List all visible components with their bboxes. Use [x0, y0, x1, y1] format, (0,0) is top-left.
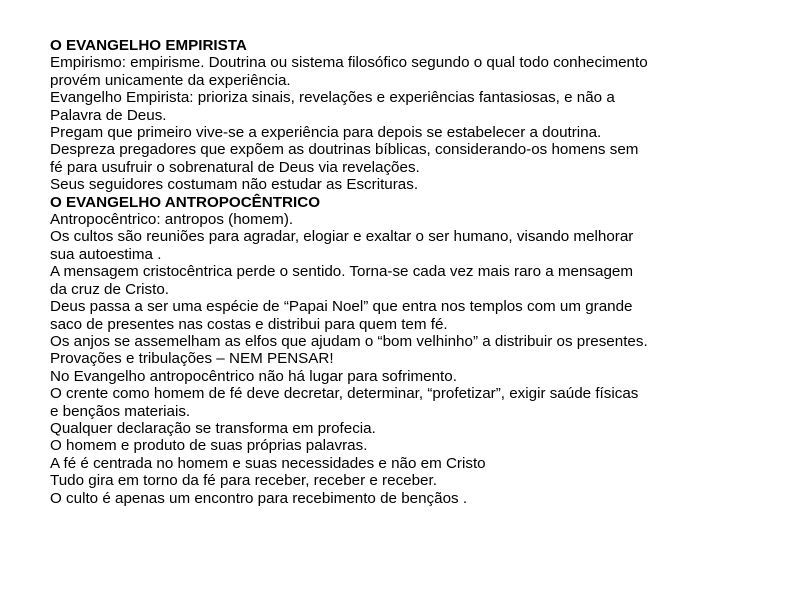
text-line: Tudo gira em torno da fé para receber, receber e receber. — [50, 472, 437, 490]
text-line: A fé é centrada no homem e suas necessidades e não em Cristo — [50, 454, 486, 472]
text-line: Provações e tribulações – NEM PENSAR! — [50, 350, 334, 368]
text-line: saco de presentes nas costas e distribui para quem tem fé. — [50, 315, 448, 333]
document-body — [50, 37, 780, 507]
heading-evangelho-antropocentrico: O EVANGELHO ANTROPOCÊNTRICO — [50, 193, 321, 211]
text-line: A mensagem cristocêntrica perde o sentido. Torna-se cada vez mais raro a mensagem — [50, 263, 634, 281]
text-line: O culto é apenas um encontro para recebimento de bençãos . — [50, 489, 468, 507]
text-line: No Evangelho antropocêntrico não há lugar para sofrimento. — [50, 367, 457, 385]
text-line: Pregam que primeiro vive-se a experiência para depois se estabelecer a doutrina. — [50, 124, 602, 142]
text-line: O homem e produto de suas próprias palavras. — [50, 437, 368, 455]
text-line: O crente como homem de fé deve decretar, determinar, “profetizar”, exigir saúde físicas — [50, 385, 639, 403]
text-line: Os cultos são reuniões para agradar, elogiar e exaltar o ser humano, visando melhorar — [50, 228, 634, 246]
text-line: Despreza pregadores que expõem as doutrinas bíblicas, considerando-os homens sem — [50, 141, 639, 159]
text-line: fé para usufruir o sobrenatural de Deus via revelações. — [50, 158, 420, 176]
text-line: Evangelho Empirista: prioriza sinais, revelações e experiências fantasiosas, e não a — [50, 89, 615, 107]
text-line: da cruz de Cristo. — [50, 280, 170, 298]
section-antropocentrico-text — [50, 211, 780, 507]
section-empirista-text — [50, 54, 780, 193]
text-line: Palavra de Deus. — [50, 106, 167, 124]
text-line: sua autoestima . — [50, 245, 162, 263]
text-line: e bençãos materiais. — [50, 402, 191, 420]
text-line: Seus seguidores costumam não estudar as Escrituras. — [50, 176, 419, 194]
text-line: Qualquer declaração se transforma em profecia. — [50, 419, 376, 437]
text-line: Empirismo: empirisme. Doutrina ou sistema filosófico segundo o qual todo conhecimento — [50, 54, 648, 72]
heading-evangelho-empirista: O EVANGELHO EMPIRISTA — [50, 37, 247, 54]
text-line: Antropocêntrico: antropos (homem). — [50, 211, 294, 229]
text-line: provém unicamente da experiência. — [50, 71, 291, 89]
text-line: Deus passa a ser uma espécie de “Papai Noel” que entra nos templos com um grande — [50, 298, 633, 316]
text-line: Os anjos se assemelham as elfos que ajudam o “bom velhinho” a distribuir os presentes. — [50, 332, 648, 350]
